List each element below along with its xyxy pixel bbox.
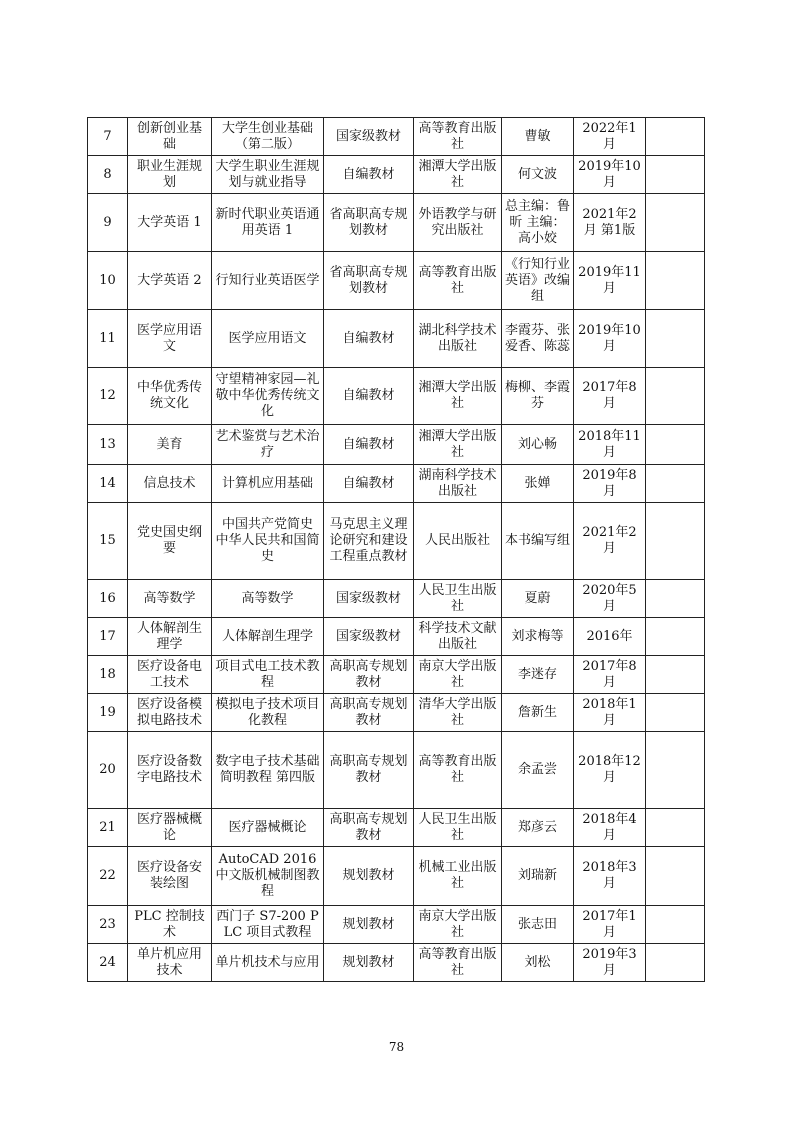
cell-blank <box>646 368 705 425</box>
cell-type: 自编教材 <box>324 425 414 465</box>
cell-course: 中华优秀传统文化 <box>128 368 212 425</box>
table-row <box>88 425 705 465</box>
cell-publisher: 南京大学出版社 <box>414 656 502 694</box>
cell-number: 7 <box>88 118 128 156</box>
cell-type: 规划教材 <box>324 944 414 982</box>
cell-date: 2020年5月 <box>574 580 646 618</box>
cell-publisher: 高等教育出版社 <box>414 732 502 809</box>
cell-number: 21 <box>88 809 128 847</box>
cell-type: 国家级教材 <box>324 580 414 618</box>
cell-number: 15 <box>88 503 128 580</box>
cell-course: 医疗器械概论 <box>128 809 212 847</box>
cell-blank <box>646 847 705 906</box>
cell-date: 2018年4月 <box>574 809 646 847</box>
cell-number: 19 <box>88 694 128 732</box>
cell-textbook: 高等数学 <box>212 580 324 618</box>
table-row <box>88 503 705 580</box>
cell-date: 2016年 <box>574 618 646 656</box>
cell-editor: 夏蔚 <box>502 580 574 618</box>
cell-number: 17 <box>88 618 128 656</box>
table-row <box>88 847 705 906</box>
cell-textbook: 西门子 S7-200 PLC 项目式教程 <box>212 906 324 944</box>
cell-textbook: 计算机应用基础 <box>212 465 324 503</box>
cell-type: 高职高专规划教材 <box>324 694 414 732</box>
cell-publisher: 科学技术文献出版社 <box>414 618 502 656</box>
cell-editor: 郑彦云 <box>502 809 574 847</box>
cell-textbook: 医学应用语文 <box>212 310 324 368</box>
table-row <box>88 465 705 503</box>
cell-publisher: 湖南科学技术出版社 <box>414 465 502 503</box>
cell-editor: 刘瑞新 <box>502 847 574 906</box>
cell-number: 20 <box>88 732 128 809</box>
cell-type: 国家级教材 <box>324 618 414 656</box>
cell-editor: 《行知行业英语》改编组 <box>502 252 574 310</box>
table-row <box>88 906 705 944</box>
cell-type: 高职高专规划教材 <box>324 732 414 809</box>
cell-editor: 李霞芬、张爱香、陈蕊 <box>502 310 574 368</box>
cell-number: 22 <box>88 847 128 906</box>
cell-course: 人体解剖生理学 <box>128 618 212 656</box>
cell-date: 2019年3月 <box>574 944 646 982</box>
table-row <box>88 580 705 618</box>
cell-publisher: 高等教育出版社 <box>414 252 502 310</box>
cell-type: 自编教材 <box>324 465 414 503</box>
cell-blank <box>646 694 705 732</box>
cell-blank <box>646 809 705 847</box>
cell-date: 2019年8月 <box>574 465 646 503</box>
cell-editor: 刘松 <box>502 944 574 982</box>
cell-course: 高等数学 <box>128 580 212 618</box>
cell-publisher: 高等教育出版社 <box>414 944 502 982</box>
cell-type: 自编教材 <box>324 368 414 425</box>
cell-course: 医疗设备数字电路技术 <box>128 732 212 809</box>
cell-publisher: 高等教育出版社 <box>414 118 502 156</box>
cell-blank <box>646 732 705 809</box>
cell-textbook: 艺术鉴赏与艺术治疗 <box>212 425 324 465</box>
table-row <box>88 809 705 847</box>
cell-editor: 本书编写组 <box>502 503 574 580</box>
cell-number: 13 <box>88 425 128 465</box>
cell-publisher: 人民卫生出版社 <box>414 809 502 847</box>
cell-editor: 曹敏 <box>502 118 574 156</box>
cell-publisher: 南京大学出版社 <box>414 906 502 944</box>
cell-editor: 李迷存 <box>502 656 574 694</box>
cell-number: 18 <box>88 656 128 694</box>
cell-blank <box>646 656 705 694</box>
cell-course: PLC 控制技术 <box>128 906 212 944</box>
cell-number: 24 <box>88 944 128 982</box>
cell-editor: 刘求梅等 <box>502 618 574 656</box>
cell-course: 医疗设备模拟电路技术 <box>128 694 212 732</box>
table-row <box>88 368 705 425</box>
cell-blank <box>646 194 705 252</box>
cell-course: 单片机应用技术 <box>128 944 212 982</box>
cell-date: 2018年3月 <box>574 847 646 906</box>
cell-number: 16 <box>88 580 128 618</box>
cell-textbook: 中国共产党简史 中华人民共和国简史 <box>212 503 324 580</box>
cell-textbook: AutoCAD 2016 中文版机械制图教程 <box>212 847 324 906</box>
cell-type: 省高职高专规划教材 <box>324 194 414 252</box>
cell-textbook: 模拟电子技术项目化教程 <box>212 694 324 732</box>
cell-course: 信息技术 <box>128 465 212 503</box>
cell-number: 14 <box>88 465 128 503</box>
cell-textbook: 人体解剖生理学 <box>212 618 324 656</box>
cell-blank <box>646 580 705 618</box>
cell-type: 自编教材 <box>324 310 414 368</box>
cell-number: 23 <box>88 906 128 944</box>
table-row <box>88 732 705 809</box>
cell-textbook: 医疗器械概论 <box>212 809 324 847</box>
cell-type: 高职高专规划教材 <box>324 809 414 847</box>
table-row <box>88 118 705 156</box>
cell-number: 12 <box>88 368 128 425</box>
cell-number: 11 <box>88 310 128 368</box>
cell-course: 美育 <box>128 425 212 465</box>
cell-type: 自编教材 <box>324 156 414 194</box>
cell-blank <box>646 252 705 310</box>
cell-blank <box>646 944 705 982</box>
table-row <box>88 156 705 194</box>
table-row <box>88 252 705 310</box>
cell-course: 大学英语 2 <box>128 252 212 310</box>
cell-blank <box>646 906 705 944</box>
cell-type: 马克思主义理论研究和建设工程重点教材 <box>324 503 414 580</box>
cell-editor: 梅柳、李霞芬 <box>502 368 574 425</box>
cell-publisher: 人民卫生出版社 <box>414 580 502 618</box>
cell-blank <box>646 118 705 156</box>
cell-course: 医疗设备安装绘图 <box>128 847 212 906</box>
cell-publisher: 人民出版社 <box>414 503 502 580</box>
cell-publisher: 清华大学出版社 <box>414 694 502 732</box>
cell-course: 医疗设备电工技术 <box>128 656 212 694</box>
cell-date: 2018年11月 <box>574 425 646 465</box>
cell-blank <box>646 156 705 194</box>
cell-blank <box>646 618 705 656</box>
cell-publisher: 湘潭大学出版社 <box>414 425 502 465</box>
cell-publisher: 机械工业出版社 <box>414 847 502 906</box>
cell-course: 党史国史纲要 <box>128 503 212 580</box>
cell-date: 2022年1月 <box>574 118 646 156</box>
table-row <box>88 618 705 656</box>
cell-editor: 总主编：鲁昕 主编：高小姣 <box>502 194 574 252</box>
cell-textbook: 单片机技术与应用 <box>212 944 324 982</box>
cell-type: 规划教材 <box>324 847 414 906</box>
cell-editor: 张志田 <box>502 906 574 944</box>
cell-date: 2019年11月 <box>574 252 646 310</box>
cell-date: 2019年10月 <box>574 156 646 194</box>
table-row <box>88 944 705 982</box>
cell-number: 9 <box>88 194 128 252</box>
cell-editor: 张婵 <box>502 465 574 503</box>
cell-blank <box>646 310 705 368</box>
cell-publisher: 湘潭大学出版社 <box>414 368 502 425</box>
cell-date: 2021年2月 <box>574 503 646 580</box>
cell-publisher: 湘潭大学出版社 <box>414 156 502 194</box>
cell-date: 2021年2月 第1版 <box>574 194 646 252</box>
cell-date: 2017年8月 <box>574 656 646 694</box>
cell-blank <box>646 503 705 580</box>
cell-blank <box>646 425 705 465</box>
cell-date: 2018年12月 <box>574 732 646 809</box>
cell-textbook: 大学生职业生涯规划与就业指导 <box>212 156 324 194</box>
cell-number: 10 <box>88 252 128 310</box>
cell-date: 2018年1月 <box>574 694 646 732</box>
table-row <box>88 310 705 368</box>
cell-publisher: 湖北科学技术出版社 <box>414 310 502 368</box>
cell-textbook: 项目式电工技术教程 <box>212 656 324 694</box>
cell-type: 规划教材 <box>324 906 414 944</box>
cell-editor: 詹新生 <box>502 694 574 732</box>
cell-type: 高职高专规划教材 <box>324 656 414 694</box>
cell-editor: 余孟尝 <box>502 732 574 809</box>
cell-date: 2019年10月 <box>574 310 646 368</box>
cell-blank <box>646 465 705 503</box>
cell-course: 创新创业基础 <box>128 118 212 156</box>
cell-date: 2017年8月 <box>574 368 646 425</box>
cell-textbook: 大学生创业基础（第二版） <box>212 118 324 156</box>
table-row <box>88 194 705 252</box>
cell-textbook: 守望精神家园—礼敬中华优秀传统文化 <box>212 368 324 425</box>
page-number: 78 <box>388 1040 405 1054</box>
cell-course: 大学英语 1 <box>128 194 212 252</box>
cell-publisher: 外语教学与研究出版社 <box>414 194 502 252</box>
cell-textbook: 新时代职业英语通用英语 1 <box>212 194 324 252</box>
table-body <box>88 118 705 982</box>
cell-textbook: 数字电子技术基础简明教程 第四版 <box>212 732 324 809</box>
cell-textbook: 行知行业英语医学 <box>212 252 324 310</box>
cell-type: 省高职高专规划教材 <box>324 252 414 310</box>
textbook-table <box>87 117 705 982</box>
table-row <box>88 656 705 694</box>
cell-number: 8 <box>88 156 128 194</box>
cell-editor: 何文波 <box>502 156 574 194</box>
cell-course: 医学应用语文 <box>128 310 212 368</box>
table-row <box>88 694 705 732</box>
cell-editor: 刘心畅 <box>502 425 574 465</box>
cell-course: 职业生涯规划 <box>128 156 212 194</box>
cell-date: 2017年1月 <box>574 906 646 944</box>
cell-type: 国家级教材 <box>324 118 414 156</box>
